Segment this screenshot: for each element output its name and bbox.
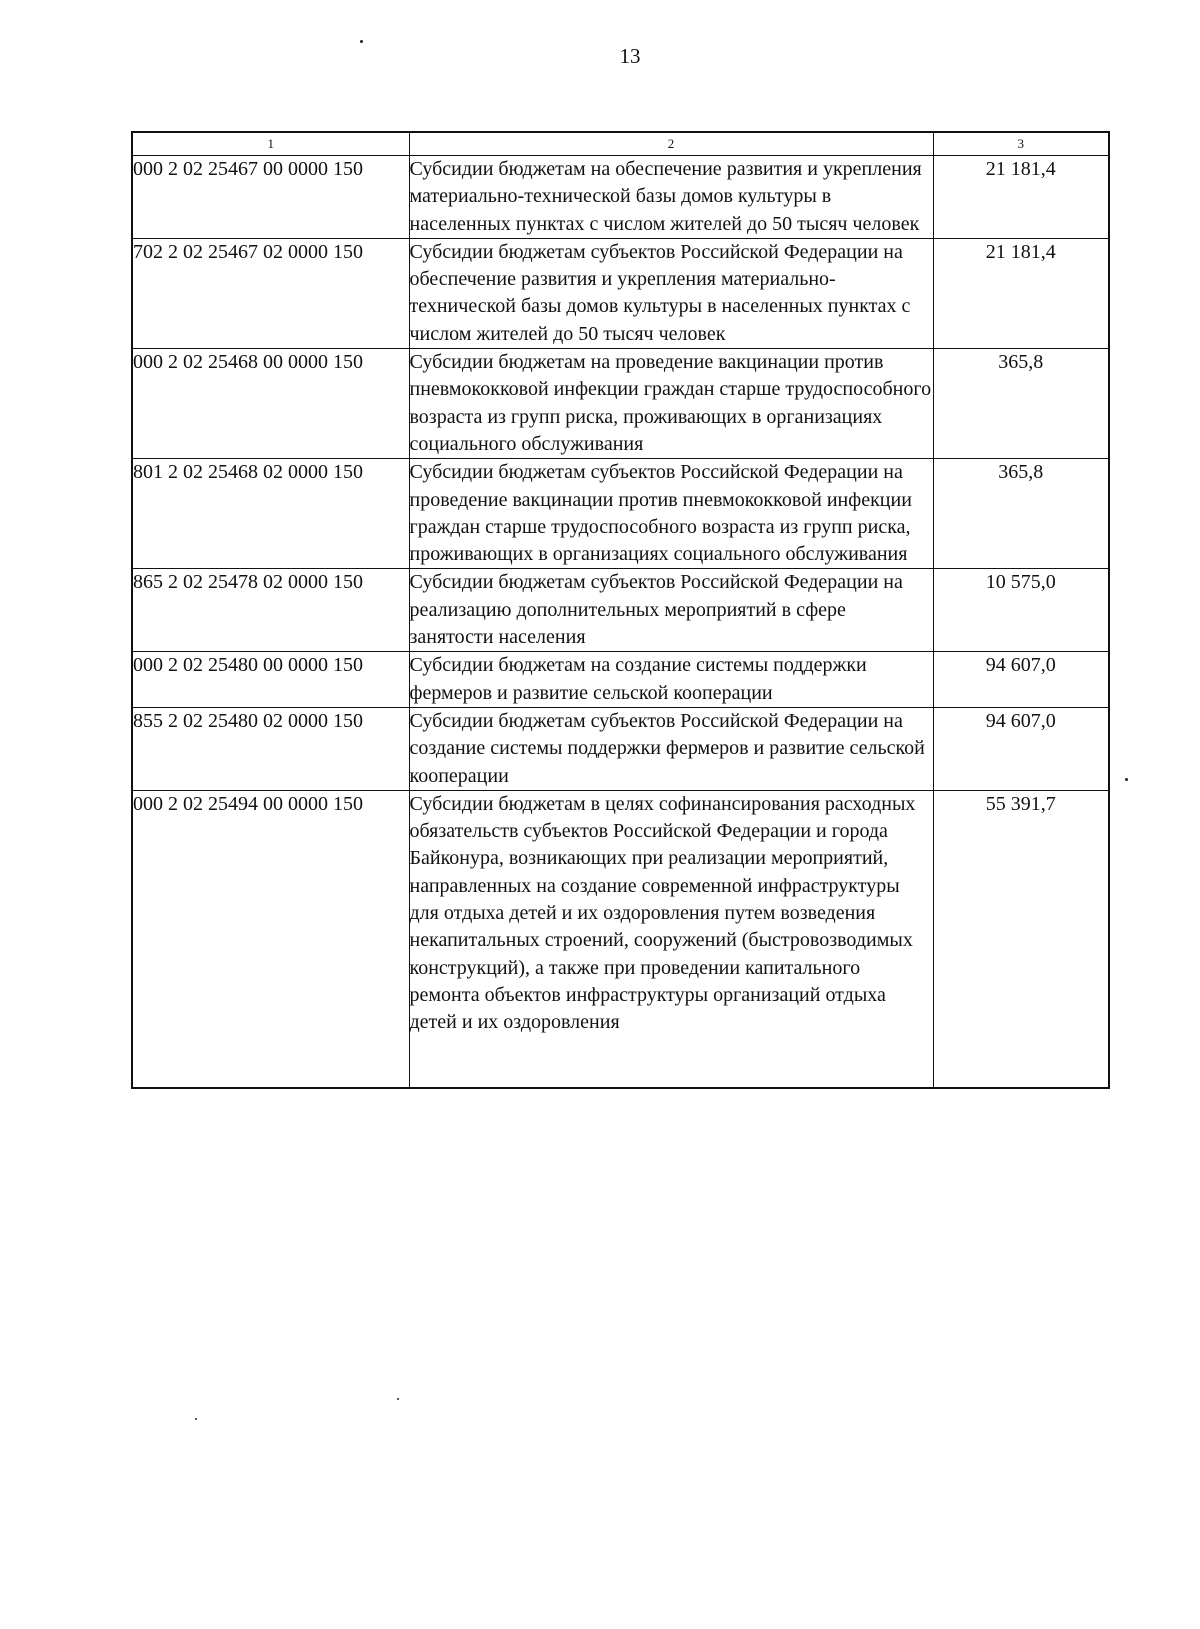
- row-description: Субсидии бюджетам на проведение вакцинации против пневмококковой инфекции граждан старше трудоспособного возраста из групп риска, проживающих в организациях социального обслуживания: [409, 349, 933, 459]
- table-row: [132, 238, 1109, 348]
- row-description: Субсидии бюджетам субъектов Российской Федерации на обеспечение развития и укрепления материально-технической базы домов культуры в населенных пунктах с числом жителей до 50 тысяч человек: [409, 238, 933, 348]
- row-description: Субсидии бюджетам на обеспечение развития и укрепления материально-технической базы домов культуры в населенных пунктах с числом жителей до 50 тысяч человек: [409, 156, 933, 239]
- row-description: Субсидии бюджетам субъектов Российской Федерации на реализацию дополнительных мероприятий в сфере занятости населения: [409, 569, 933, 652]
- row-amount: 21 181,4: [933, 238, 1109, 348]
- row-amount: 55 391,7: [933, 790, 1109, 1088]
- row-amount: 21 181,4: [933, 156, 1109, 239]
- table-row: [132, 569, 1109, 652]
- row-amount: 10 575,0: [933, 569, 1109, 652]
- row-description: Субсидии бюджетам на создание системы поддержки фермеров и развитие сельской кооперации: [409, 652, 933, 708]
- budget-code: 000 2 02 25467 00 0000 150: [132, 156, 409, 239]
- column-number-row: [132, 132, 1109, 156]
- table-row: [132, 459, 1109, 569]
- scan-speck: [195, 1418, 197, 1420]
- row-description: Субсидии бюджетам в целях софинансирования расходных обязательств субъектов Российской Федерации и города Байконура, возникающих при реализации мероприятий, направленных на создание современной инфраструктуры для отдыха детей и их оздоровления путем возведения некапитальных строений, сооружений (быстровозводимых конструкций), а также при проведении капитального ремонта объектов инфраструктуры организаций отдыха детей и их оздоровления: [409, 790, 933, 1088]
- row-amount: 94 607,0: [933, 652, 1109, 708]
- budget-code: 801 2 02 25468 02 0000 150: [132, 459, 409, 569]
- scan-speck: [360, 40, 363, 43]
- table-row: [132, 156, 1109, 239]
- table-row: [132, 790, 1109, 1088]
- row-description: Субсидии бюджетам субъектов Российской Федерации на проведение вакцинации против пневмококковой инфекции граждан старше трудоспособного возраста из групп риска, проживающих в организациях социального обслуживания: [409, 459, 933, 569]
- budget-code: 865 2 02 25478 02 0000 150: [132, 569, 409, 652]
- budget-code: 000 2 02 25494 00 0000 150: [132, 790, 409, 1088]
- budget-code: 000 2 02 25480 00 0000 150: [132, 652, 409, 708]
- row-amount: 365,8: [933, 459, 1109, 569]
- scan-speck: [1125, 778, 1128, 781]
- budget-code: 000 2 02 25468 00 0000 150: [132, 349, 409, 459]
- row-amount: 365,8: [933, 349, 1109, 459]
- budget-code: 855 2 02 25480 02 0000 150: [132, 707, 409, 790]
- column-number-3: 3: [933, 132, 1109, 156]
- table-row: [132, 652, 1109, 708]
- column-number-1: 1: [132, 132, 409, 156]
- budget-code: 702 2 02 25467 02 0000 150: [132, 238, 409, 348]
- page-number: 13: [619, 44, 641, 68]
- column-number-2: 2: [409, 132, 933, 156]
- row-amount: 94 607,0: [933, 707, 1109, 790]
- row-description: Субсидии бюджетам субъектов Российской Федерации на создание системы поддержки фермеров и развитие сельской кооперации: [409, 707, 933, 790]
- table-row: [132, 349, 1109, 459]
- scan-speck: [397, 1398, 399, 1400]
- table-row: [132, 707, 1109, 790]
- budget-table: [131, 131, 1110, 1089]
